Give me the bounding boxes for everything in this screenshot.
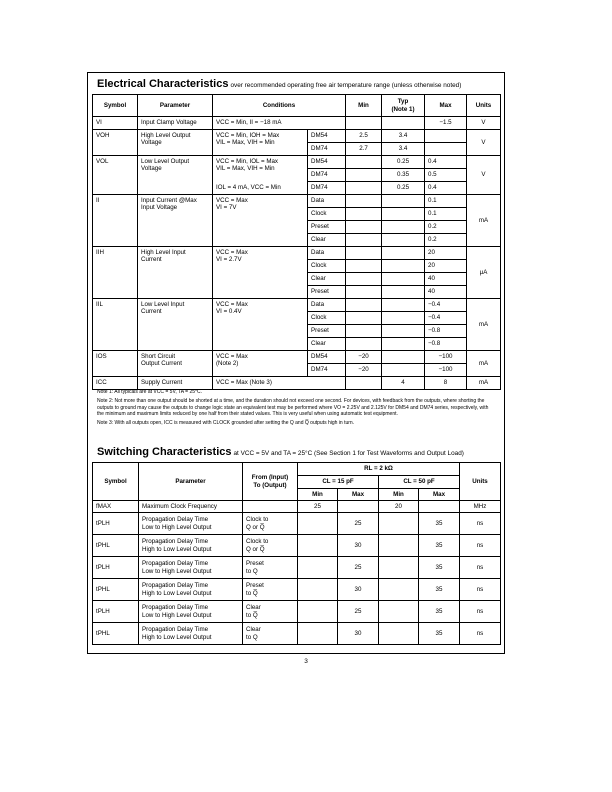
input: Clear bbox=[308, 273, 346, 286]
min bbox=[346, 169, 382, 182]
min-15 bbox=[298, 557, 338, 579]
max-50: 35 bbox=[419, 535, 460, 557]
row-ios bbox=[93, 351, 501, 364]
note-2: Note 2: Not more than one output should be shorted at a time, and the duration should not exceed one second. For devices, with feedback from the outputs, where shorting the outputs to ground may cause the outputs to change logic state an equivalent test may be performed where VO = 2.25V and 2.125V for DM54 and DM74 series, respectively, with the minimum and maximum limits reduced by one half from their stated values. This is very useful when using automatic test equipment. bbox=[97, 397, 489, 418]
condition-line2: VI = 2.7V bbox=[216, 256, 242, 264]
min bbox=[346, 299, 382, 312]
min-50 bbox=[379, 557, 419, 579]
input: Data bbox=[308, 299, 346, 312]
symbol: tPHL bbox=[93, 623, 139, 645]
min bbox=[346, 273, 382, 286]
max: 40 bbox=[425, 286, 467, 299]
col-max-15: Max bbox=[338, 489, 379, 501]
min bbox=[346, 260, 382, 273]
condition-line2: (Note 2) bbox=[216, 360, 239, 368]
col-cl50: CL = 50 pF bbox=[379, 476, 460, 489]
input: Clock bbox=[308, 312, 346, 325]
col-units: Units bbox=[467, 95, 501, 117]
typ bbox=[382, 247, 425, 260]
typ bbox=[382, 338, 425, 351]
min bbox=[346, 312, 382, 325]
col-cl15: CL = 15 pF bbox=[298, 476, 379, 489]
conditions: VCC = Max (Note 3) bbox=[213, 377, 346, 390]
symbol: IIL bbox=[93, 299, 138, 351]
device: DM74 bbox=[308, 182, 346, 195]
units: V bbox=[467, 130, 501, 156]
parameter bbox=[138, 156, 213, 195]
col-min-15: Min bbox=[298, 489, 338, 501]
symbol: tPLH bbox=[93, 513, 139, 535]
conditions bbox=[213, 247, 308, 299]
units: mA bbox=[467, 377, 501, 390]
parameter-line2: Low to High Level Output bbox=[142, 567, 212, 575]
page-number: 3 bbox=[304, 658, 308, 665]
max: 40 bbox=[425, 273, 467, 286]
units: ns bbox=[460, 513, 501, 535]
from-to bbox=[243, 501, 298, 513]
min-15 bbox=[298, 535, 338, 557]
units: μA bbox=[467, 247, 501, 299]
condition-line2: VIL = Max, VIH = Min bbox=[216, 165, 275, 173]
parameter bbox=[139, 601, 243, 623]
input: Data bbox=[308, 247, 346, 260]
parameter bbox=[138, 299, 213, 351]
min bbox=[346, 286, 382, 299]
parameter bbox=[139, 579, 243, 601]
conditions: VCC = Min, II = −18 mA bbox=[213, 117, 346, 130]
parameter bbox=[139, 557, 243, 579]
parameter bbox=[139, 623, 243, 645]
units: MHz bbox=[460, 501, 501, 513]
min: −20 bbox=[346, 351, 382, 364]
from-label: From (Input) bbox=[251, 474, 289, 482]
max-15: 30 bbox=[338, 579, 379, 601]
input: Preset bbox=[308, 221, 346, 234]
row-icc bbox=[93, 377, 501, 390]
typ bbox=[382, 312, 425, 325]
max-50: 35 bbox=[419, 557, 460, 579]
parameter-line1: Short Circuit bbox=[141, 353, 176, 360]
max-15: 30 bbox=[338, 623, 379, 645]
condition-line1: VCC = Max bbox=[216, 353, 248, 360]
from: Preset bbox=[246, 582, 264, 590]
col-typ bbox=[382, 95, 425, 117]
min bbox=[346, 234, 382, 247]
condition-line1: VCC = Max bbox=[216, 249, 248, 256]
typ bbox=[382, 117, 425, 130]
to: to Q bbox=[246, 567, 258, 575]
max bbox=[425, 143, 467, 156]
max bbox=[425, 130, 467, 143]
sw-subtitle: at VCC = 5V and TA = 25°C (See Section 1 for Test Waveforms and Output Load) bbox=[233, 450, 464, 457]
electrical-characteristics-title bbox=[97, 78, 461, 90]
symbol: tPHL bbox=[93, 535, 139, 557]
units: ns bbox=[460, 557, 501, 579]
max: −1.5 bbox=[425, 117, 467, 130]
col-max: Max bbox=[425, 95, 467, 117]
device: DM54 bbox=[308, 351, 346, 364]
min: −20 bbox=[346, 364, 382, 377]
parameter-line1: Propagation Delay Time bbox=[142, 560, 209, 568]
col-max-50: Max bbox=[419, 489, 460, 501]
parameter-line1: Low Level Input bbox=[141, 301, 185, 308]
device: DM74 bbox=[308, 143, 346, 156]
min-50 bbox=[379, 601, 419, 623]
input: Clear bbox=[308, 234, 346, 247]
min bbox=[346, 338, 382, 351]
min bbox=[346, 377, 382, 390]
parameter-line2: Voltage bbox=[141, 139, 162, 147]
min bbox=[346, 247, 382, 260]
condition-line2: VIL = Max, VIH = Min bbox=[216, 139, 275, 147]
row-iil bbox=[93, 299, 501, 312]
parameter-line1: Propagation Delay Time bbox=[142, 538, 209, 546]
units: ns bbox=[460, 601, 501, 623]
symbol: VOL bbox=[93, 156, 138, 195]
max: 0.2 bbox=[425, 234, 467, 247]
parameter-line1: Propagation Delay Time bbox=[142, 516, 209, 524]
units: mA bbox=[467, 299, 501, 351]
elec-title: Electrical Characteristics bbox=[97, 78, 229, 90]
typ: 0.25 bbox=[382, 156, 425, 169]
min-15 bbox=[298, 601, 338, 623]
parameter bbox=[139, 535, 243, 557]
units: ns bbox=[460, 535, 501, 557]
col-parameter: Parameter bbox=[139, 463, 243, 501]
from: Clear bbox=[246, 604, 261, 612]
units: V bbox=[467, 117, 501, 130]
condition-line1: VCC = Max bbox=[216, 197, 248, 204]
max: 20 bbox=[425, 247, 467, 260]
typ bbox=[382, 208, 425, 221]
max: 8 bbox=[425, 377, 467, 390]
typ bbox=[382, 351, 425, 364]
switching-characteristics-title bbox=[97, 446, 464, 458]
parameter-line1: High Level Input bbox=[141, 249, 186, 256]
conditions bbox=[213, 299, 308, 351]
typ bbox=[382, 286, 425, 299]
symbol: VI bbox=[93, 117, 138, 130]
elec-subtitle: over recommended operating free air temperature range (unless otherwise noted) bbox=[230, 82, 462, 89]
typ bbox=[382, 273, 425, 286]
max: −100 bbox=[425, 351, 467, 364]
max: 0.2 bbox=[425, 221, 467, 234]
max: 0.5 bbox=[425, 169, 467, 182]
from-to bbox=[243, 557, 298, 579]
row-voh bbox=[93, 130, 501, 143]
parameter bbox=[138, 195, 213, 247]
device: DM54 bbox=[308, 156, 346, 169]
min-50 bbox=[379, 513, 419, 535]
parameter: Supply Current bbox=[138, 377, 213, 390]
units: ns bbox=[460, 623, 501, 645]
max-50: 35 bbox=[419, 513, 460, 535]
typ bbox=[382, 364, 425, 377]
parameter-line2: Current bbox=[141, 256, 162, 264]
conditions bbox=[213, 130, 308, 156]
typ: 3.4 bbox=[382, 143, 425, 156]
from: Clock to bbox=[246, 516, 269, 524]
parameter: Input Clamp Voltage bbox=[138, 117, 213, 130]
symbol: tPLH bbox=[93, 557, 139, 579]
parameter-line1: Input Current @Max bbox=[141, 197, 197, 204]
from-to bbox=[243, 601, 298, 623]
typ: 0.25 bbox=[382, 182, 425, 195]
min bbox=[346, 195, 382, 208]
min: 2.5 bbox=[346, 130, 382, 143]
row-tphl-preset bbox=[93, 579, 501, 601]
symbol: fMAX bbox=[93, 501, 139, 513]
condition-line2: VI = 7V bbox=[216, 204, 237, 212]
parameter: Maximum Clock Frequency bbox=[139, 501, 243, 513]
to: to Q bbox=[246, 633, 258, 641]
input: Clear bbox=[308, 338, 346, 351]
col-from-to bbox=[243, 463, 298, 501]
max: 0.1 bbox=[425, 208, 467, 221]
min bbox=[346, 325, 382, 338]
col-rl: RL = 2 kΩ bbox=[298, 463, 460, 476]
to: Q or Q̅ bbox=[246, 545, 265, 553]
to: to Q̅ bbox=[246, 611, 258, 619]
typ bbox=[382, 260, 425, 273]
parameter bbox=[138, 351, 213, 377]
min-15 bbox=[298, 579, 338, 601]
conditions bbox=[213, 351, 308, 377]
condition-line1: VCC = Min, IOH = Max bbox=[216, 132, 280, 139]
max-15: 25 bbox=[338, 513, 379, 535]
parameter-line1: Propagation Delay Time bbox=[142, 604, 209, 612]
input: Preset bbox=[308, 325, 346, 338]
symbol: IIH bbox=[93, 247, 138, 299]
min-15 bbox=[298, 513, 338, 535]
max: 0.1 bbox=[425, 195, 467, 208]
min-50 bbox=[379, 579, 419, 601]
max: −100 bbox=[425, 364, 467, 377]
min-50 bbox=[379, 623, 419, 645]
col-units: Units bbox=[460, 463, 501, 501]
from-to bbox=[243, 623, 298, 645]
input: Preset bbox=[308, 286, 346, 299]
typ bbox=[382, 221, 425, 234]
max-15: 30 bbox=[338, 535, 379, 557]
col-conditions: Conditions bbox=[213, 95, 346, 117]
parameter bbox=[138, 247, 213, 299]
device: DM74 bbox=[308, 364, 346, 377]
sw-title: Switching Characteristics bbox=[97, 446, 232, 458]
typ bbox=[382, 234, 425, 247]
units: ns bbox=[460, 579, 501, 601]
parameter-line2: High to Low Level Output bbox=[142, 633, 212, 641]
row-fmax bbox=[93, 501, 501, 513]
symbol: tPLH bbox=[93, 601, 139, 623]
row-tplh-clear bbox=[93, 601, 501, 623]
max: −0.8 bbox=[425, 338, 467, 351]
parameter-line1: High Level Output bbox=[141, 132, 191, 139]
typ: 4 bbox=[382, 377, 425, 390]
min bbox=[346, 208, 382, 221]
min-15: 25 bbox=[298, 501, 338, 513]
max: −0.4 bbox=[425, 312, 467, 325]
row-vol bbox=[93, 156, 501, 169]
min-50 bbox=[379, 535, 419, 557]
parameter-line2: Current bbox=[141, 308, 162, 316]
conditions bbox=[213, 195, 308, 247]
conditions bbox=[213, 156, 308, 182]
electrical-characteristics-table bbox=[92, 94, 501, 390]
min: 2.7 bbox=[346, 143, 382, 156]
min bbox=[346, 117, 382, 130]
note-1: Note 1: All typicals are at VCC = 5V, TA = 25°C. bbox=[97, 389, 203, 395]
row-iih bbox=[93, 247, 501, 260]
parameter-line1: Propagation Delay Time bbox=[142, 582, 209, 590]
max: 0.4 bbox=[425, 182, 467, 195]
condition-line1: VCC = Max bbox=[216, 301, 248, 308]
parameter bbox=[139, 513, 243, 535]
device: DM74 bbox=[308, 169, 346, 182]
max: 0.4 bbox=[425, 156, 467, 169]
from-to bbox=[243, 579, 298, 601]
to: to Q̅ bbox=[246, 589, 258, 597]
notes bbox=[97, 389, 495, 429]
col-min: Min bbox=[346, 95, 382, 117]
switching-characteristics-table bbox=[92, 462, 501, 645]
typ: 0.35 bbox=[382, 169, 425, 182]
parameter-line1: Propagation Delay Time bbox=[142, 626, 209, 634]
symbol: VOH bbox=[93, 130, 138, 156]
condition-line2: VI = 0.4V bbox=[216, 308, 242, 316]
input: Data bbox=[308, 195, 346, 208]
typ bbox=[382, 195, 425, 208]
row-tplh-clock bbox=[93, 513, 501, 535]
max-50: 35 bbox=[419, 601, 460, 623]
parameter-line1: Low Level Output bbox=[141, 158, 190, 165]
row-tphl-clear bbox=[93, 623, 501, 645]
typ: 3.4 bbox=[382, 130, 425, 143]
parameter-line2: Low to High Level Output bbox=[142, 523, 212, 531]
from: Preset bbox=[246, 560, 264, 568]
col-symbol: Symbol bbox=[93, 463, 139, 501]
max-50: 35 bbox=[419, 623, 460, 645]
row-tphl-clock bbox=[93, 535, 501, 557]
from-to bbox=[243, 513, 298, 535]
symbol: ICC bbox=[93, 377, 138, 390]
col-typ-note: (Note 1) bbox=[391, 105, 415, 113]
max-15: 25 bbox=[338, 557, 379, 579]
max: −0.8 bbox=[425, 325, 467, 338]
sw-header-row-1 bbox=[93, 463, 501, 476]
min bbox=[346, 182, 382, 195]
max-50: 35 bbox=[419, 579, 460, 601]
parameter-line2: Output Current bbox=[141, 360, 182, 368]
parameter-line2: High to Low Level Output bbox=[142, 589, 212, 597]
device: DM54 bbox=[308, 130, 346, 143]
col-min-50: Min bbox=[379, 489, 419, 501]
units: mA bbox=[467, 351, 501, 377]
note-3: Note 3: With all outputs open, ICC is measured with CLOCK grounded after setting the Q and Q̅ outputs high in turn. bbox=[97, 420, 355, 426]
col-symbol: Symbol bbox=[93, 95, 138, 117]
to: Q or Q̅ bbox=[246, 523, 265, 531]
row-vi bbox=[93, 117, 501, 130]
typ bbox=[382, 299, 425, 312]
max-15 bbox=[338, 501, 379, 513]
max-50 bbox=[419, 501, 460, 513]
condition-line1: VCC = Min, IOL = Max bbox=[216, 158, 279, 165]
parameter bbox=[138, 130, 213, 156]
symbol: tPHL bbox=[93, 579, 139, 601]
from-to bbox=[243, 535, 298, 557]
min bbox=[346, 156, 382, 169]
input: Clock bbox=[308, 208, 346, 221]
max: 20 bbox=[425, 260, 467, 273]
input: Clock bbox=[308, 260, 346, 273]
condition: IOL = 4 mA, VCC = Min bbox=[213, 182, 308, 195]
elec-header-row bbox=[93, 95, 501, 117]
parameter-line2: Input Voltage bbox=[141, 204, 178, 212]
units: mA bbox=[467, 195, 501, 247]
symbol: IOS bbox=[93, 351, 138, 377]
col-typ-label: Typ bbox=[397, 98, 409, 106]
parameter-line2: Low to High Level Output bbox=[142, 611, 212, 619]
row-tplh-preset bbox=[93, 557, 501, 579]
typ bbox=[382, 325, 425, 338]
parameter-line2: Voltage bbox=[141, 165, 162, 173]
row-ii bbox=[93, 195, 501, 208]
max: −0.4 bbox=[425, 299, 467, 312]
min-50: 20 bbox=[379, 501, 419, 513]
parameter-line2: High to Low Level Output bbox=[142, 545, 212, 553]
max-15: 25 bbox=[338, 601, 379, 623]
from: Clear bbox=[246, 626, 261, 634]
units: V bbox=[467, 156, 501, 195]
min-15 bbox=[298, 623, 338, 645]
min bbox=[346, 221, 382, 234]
to-label: To (Output) bbox=[253, 481, 287, 489]
symbol: II bbox=[93, 195, 138, 247]
col-parameter: Parameter bbox=[138, 95, 213, 117]
from: Clock to bbox=[246, 538, 269, 546]
